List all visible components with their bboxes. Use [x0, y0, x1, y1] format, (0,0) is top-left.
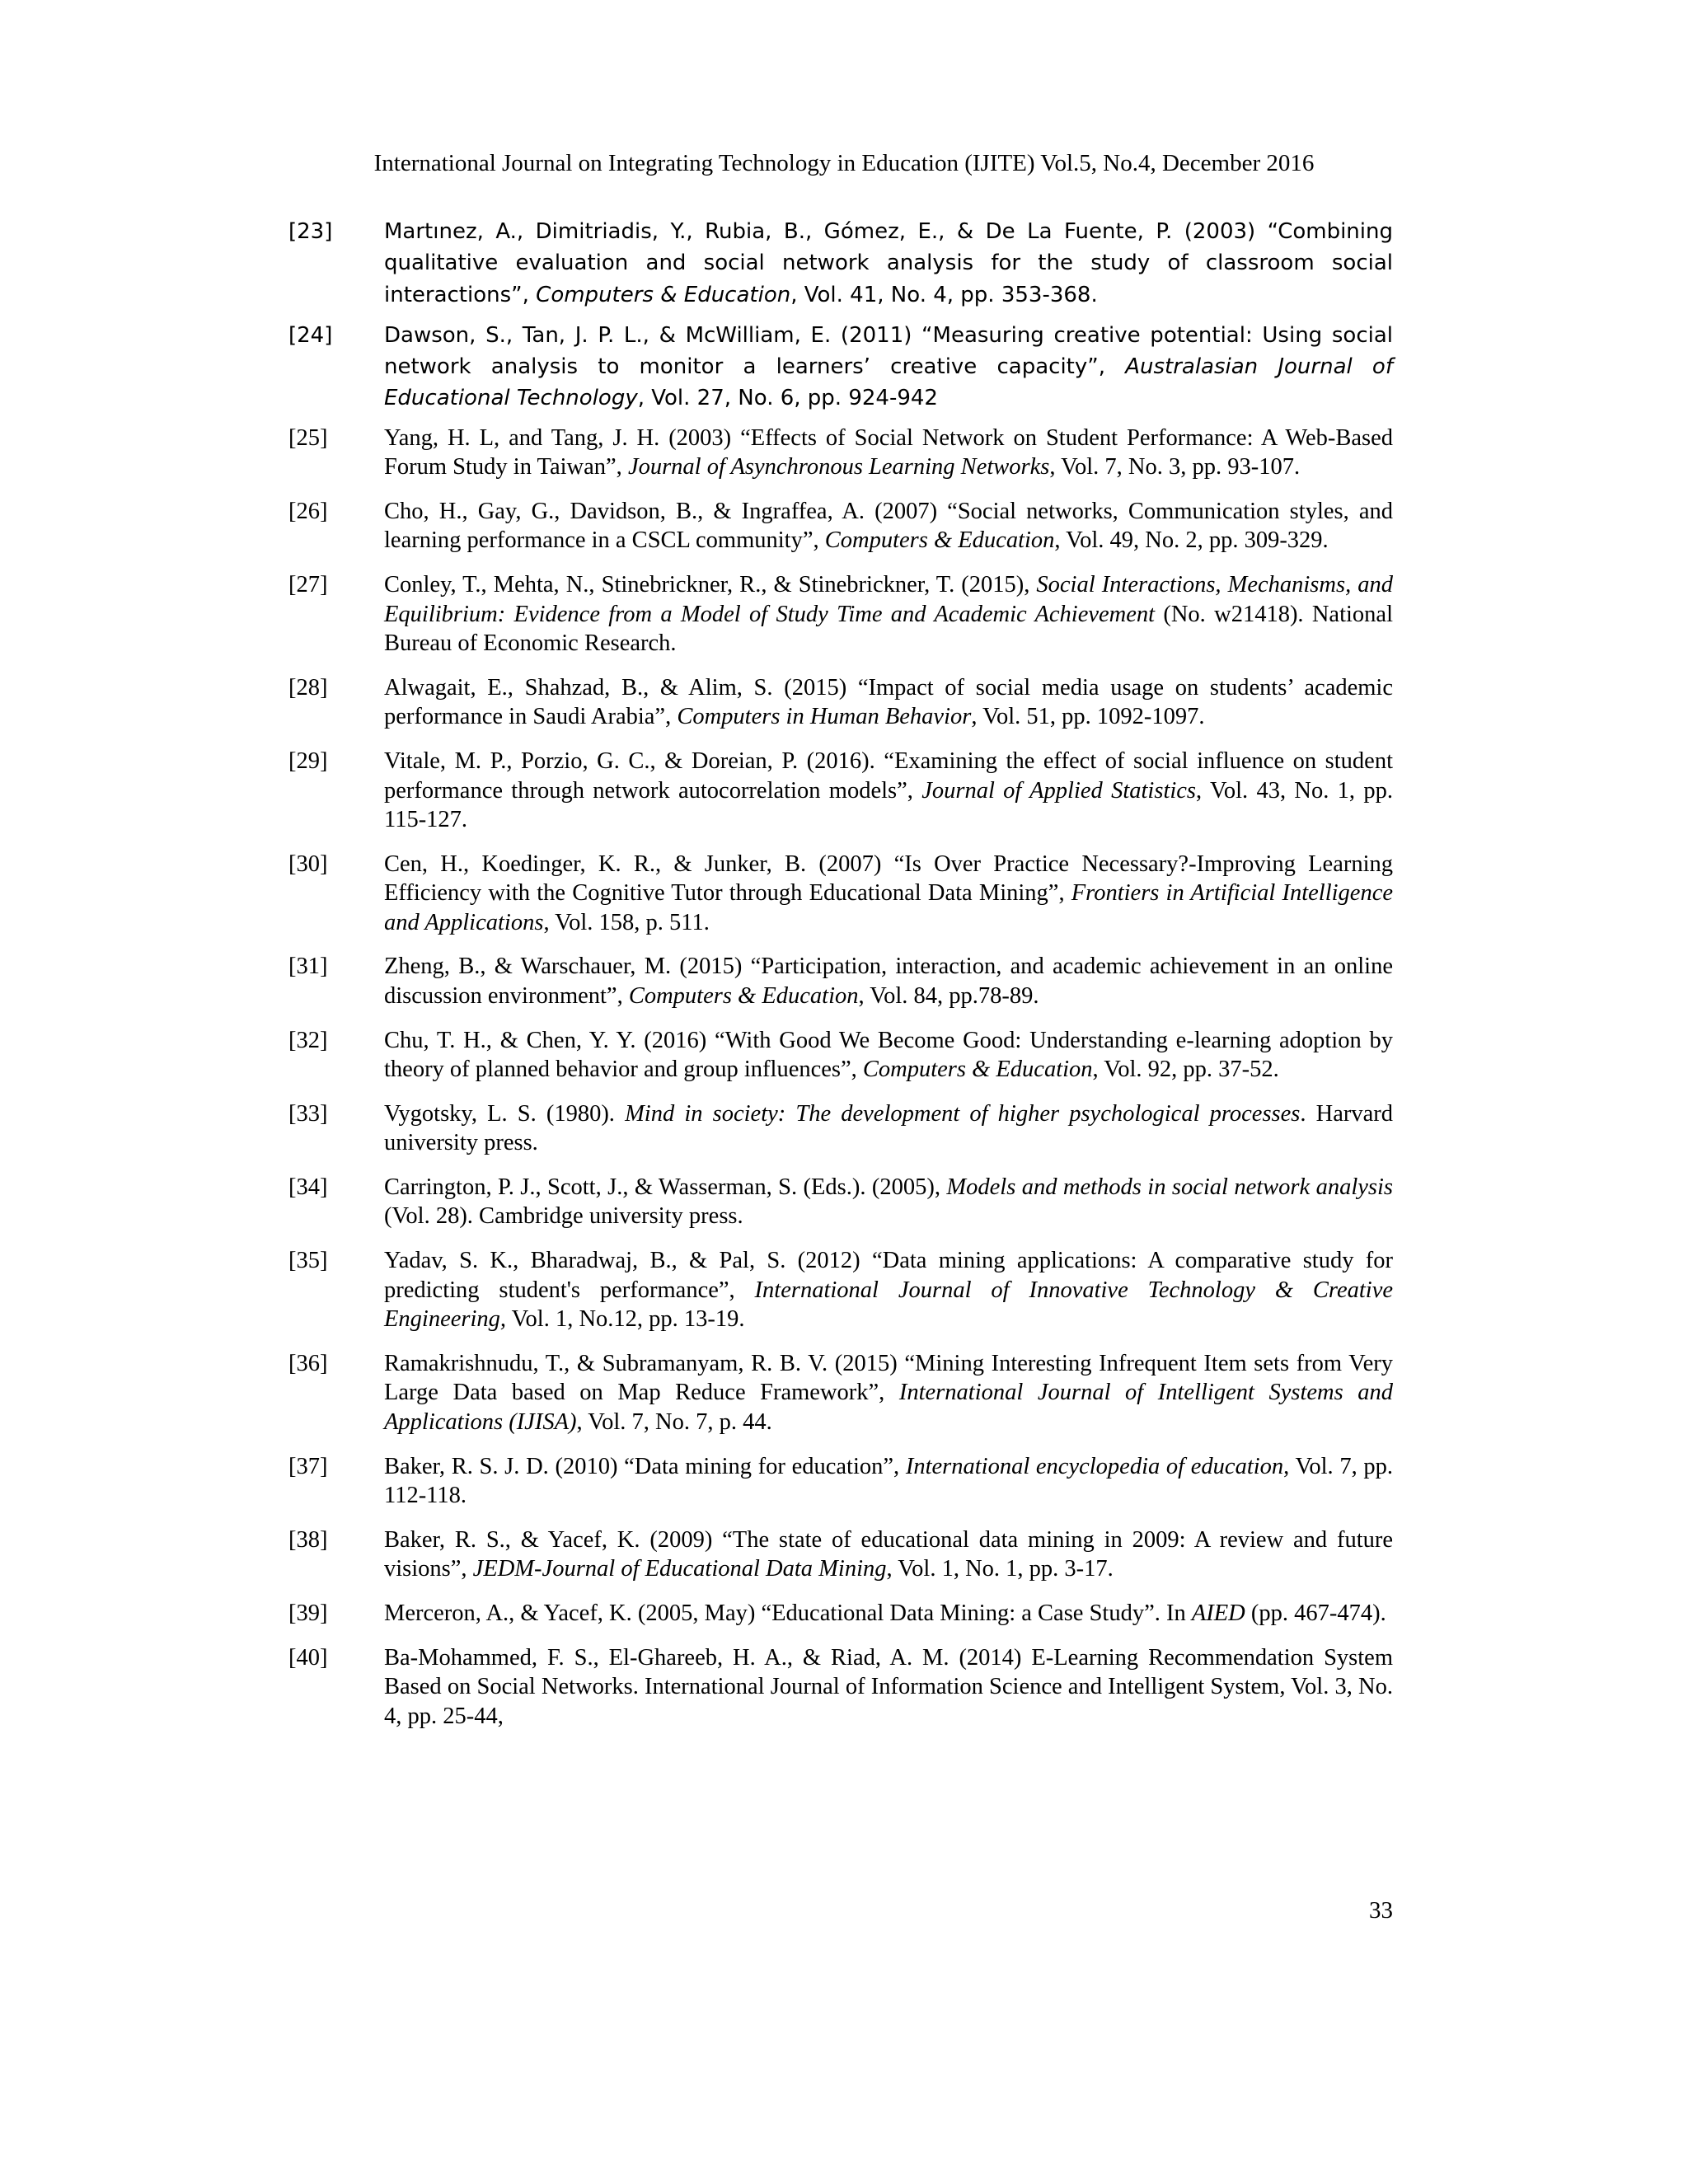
reference-text-segment: , Vol. 41, No. 4, pp. 353-368.: [790, 282, 1098, 307]
reference-source-title: JEDM-Journal of Educational Data Mining: [472, 1556, 887, 1582]
reference-entry: [288, 497, 1393, 555]
reference-text-segment: Alwagait, E., Shahzad, B., & Alim, S. (2015) “Impact of social media usage on students’ academic performance in Saudi Arabia”,: [384, 674, 1393, 730]
reference-text-segment: Dawson, S., Tan, J. P. L., & McWilliam, E. (2011) “Measuring creative potential: Using social network analysis to monitor a learners’ creative capacity”,: [384, 322, 1393, 380]
reference-text-segment: Yadav, S. K., Bharadwaj, B., & Pal, S. (2012) “Data mining applications: A comparative study for predicting student's performance”,: [384, 1248, 1393, 1303]
reference-number: [28]: [288, 674, 328, 701]
reference-text: [384, 1599, 1393, 1629]
reference-text: [384, 1099, 1393, 1158]
reference-number: [36]: [288, 1350, 328, 1376]
reference-number: [25]: [288, 424, 328, 451]
reference-entry: [288, 1349, 1393, 1437]
reference-text-segment: Baker, R. S. J. D. (2010) “Data mining for education”,: [384, 1453, 906, 1479]
reference-number: [31]: [288, 954, 328, 980]
reference-text-segment: Vol. 1, No.12, pp. 13-19.: [506, 1306, 745, 1333]
reference-text: [384, 320, 1393, 415]
reference-entry: [288, 1099, 1393, 1158]
reference-entry: [288, 1026, 1393, 1085]
reference-source-title: Models and methods in social network analysis: [946, 1174, 1394, 1200]
reference-text-segment: , Vol. 49, No. 2, pp. 309-329.: [1054, 527, 1329, 554]
reference-number: [27]: [288, 572, 328, 598]
reference-source-title: Frontiers in Artificial Intelligence and Applications: [384, 880, 1393, 935]
reference-text-segment: Chu, T. H., & Chen, Y. Y. (2016) “With Good We Become Good: Understanding e-learning adoption by theory of planned behavior and group influences”,: [384, 1027, 1393, 1083]
reference-entry: [288, 320, 1393, 415]
reference-text-segment: , Vol. 7, No. 3, pp. 93-107.: [1049, 454, 1301, 480]
reference-text: [384, 1643, 1393, 1732]
reference-text-segment: Yang, H. L, and Tang, J. H. (2003) “Effects of Social Network on Student Performance: A Web-Based Forum Study in Taiwan”,: [384, 424, 1393, 480]
reference-text-segment: , Vol. 7, pp. 112-118.: [384, 1453, 1394, 1509]
reference-source-title: Social Interactions, Mechanisms, and Equilibrium: Evidence from a Model of Study Time and Academic Achievement: [384, 572, 1394, 627]
reference-text-segment: , Vol. 7, No. 7, p. 44.: [576, 1408, 772, 1435]
reference-entry: [288, 1526, 1393, 1584]
reference-text-segment: Zheng, B., & Warschauer, M. (2015) “Participation, interaction, and academic achievement in an online discussion environment”,: [384, 954, 1393, 1009]
reference-number: [33]: [288, 1100, 328, 1127]
reference-text-segment: Ramakrishnudu, T., & Subramanyam, R. B. V. (2015) “Mining Interesting Infrequent Item sets from Very Large Data based on Map Reduce Framework”,: [384, 1350, 1393, 1406]
reference-text: [384, 497, 1393, 555]
reference-text-segment: Ba-Mohammed, F. S., El-Ghareeb, H. A., & Riad, A. M. (2014) E-Learning Recommendation System Based on Social Networks. International Journal of Information Science and Intelligent System, Vol. 3, No. 4, pp. 25-44,: [384, 1644, 1393, 1729]
reference-entry: [288, 216, 1393, 311]
page-number: 33: [1369, 1897, 1393, 1924]
reference-text-segment: . Harvard university press.: [384, 1100, 1393, 1156]
reference-source-title: Computers in Human Behavior: [677, 704, 972, 730]
reference-entry: [288, 673, 1393, 732]
reference-source-title: Computers & Education: [862, 1057, 1093, 1083]
reference-entry: [288, 1173, 1393, 1231]
reference-source-title: AIED: [1191, 1600, 1245, 1626]
reference-text-segment: , Vol. 158, p. 511.: [543, 909, 710, 935]
reference-text-segment: , Vol. 1, No. 1, pp. 3-17.: [886, 1556, 1114, 1582]
reference-number: [37]: [288, 1453, 328, 1479]
reference-source-title: Journal of Applied Statistics: [921, 777, 1197, 804]
reference-number: [39]: [288, 1600, 328, 1626]
reference-text: [384, 1246, 1393, 1334]
reference-entry: [288, 1452, 1393, 1511]
reference-text: [384, 216, 1393, 311]
reference-text-segment: Cho, H., Gay, G., Davidson, B., & Ingraffea, A. (2007) “Social networks, Communication styles, and learning performance in a CSCL community”,: [384, 498, 1393, 554]
reference-text: [384, 952, 1393, 1010]
reference-number: [40]: [288, 1644, 328, 1671]
reference-text-segment: Merceron, A., & Yacef, K. (2005, May) “Educational Data Mining: a Case Study”. In: [384, 1600, 1192, 1626]
reference-source-title: Mind in society: The development of higher psychological processes: [625, 1100, 1301, 1127]
reference-source-title: Computers & Education: [824, 527, 1055, 554]
reference-text-segment: , Vol. 27, No. 6, pp. 924-942: [637, 386, 938, 411]
reference-text-segment: , Vol. 92, pp. 37-52.: [1092, 1057, 1279, 1083]
reference-text: [384, 1173, 1393, 1231]
reference-text-segment: Vitale, M. P., Porzio, G. C., & Doreian, P. (2016). “Examining the effect of social influence on student performance through network autocorrelation models”,: [384, 748, 1393, 804]
reference-number: [29]: [288, 748, 328, 775]
reference-text: [384, 850, 1393, 938]
running-header: International Journal on Integrating Technology in Education (IJITE) Vol.5, No.4, December 2016: [373, 150, 1315, 176]
reference-entry: [288, 1246, 1393, 1334]
reference-text-segment: (Vol. 28). Cambridge university press.: [384, 1203, 743, 1230]
reference-source-title: Journal of Asynchronous Learning Networks: [627, 454, 1050, 480]
reference-text: [384, 1349, 1393, 1437]
reference-text-segment: Martınez, A., Dimitriadis, Y., Rubia, B., Gómez, E., & De La Fuente, P. (2003) “Combining qualitative evaluation and social network analysis for the study of classroom social interactions”,: [384, 219, 1393, 307]
reference-text: [384, 673, 1393, 732]
reference-source-title: International Journal of Intelligent Systems and Applications (IJISA): [384, 1380, 1393, 1435]
reference-text-segment: (No. w21418). National Bureau of Economic Research.: [384, 601, 1393, 657]
reference-text-segment: Conley, T., Mehta, N., Stinebrickner, R., & Stinebrickner, T. (2015),: [384, 572, 1037, 598]
reference-text-segment: , Vol. 43, No. 1, pp. 115-127.: [384, 777, 1393, 833]
reference-number: [26]: [288, 498, 328, 524]
reference-text: [384, 1526, 1393, 1584]
reference-source-title: Australasian Journal of Educational Technology: [384, 354, 1393, 411]
reference-entry: [288, 1599, 1393, 1629]
reference-text-segment: (pp. 467-474).: [1245, 1600, 1386, 1626]
reference-entry: [288, 747, 1393, 835]
reference-text-segment: , Vol. 84, pp.78-89.: [858, 982, 1039, 1009]
reference-text-segment: Baker, R. S., & Yacef, K. (2009) “The state of educational data mining in 2009: A review and future visions”,: [384, 1526, 1393, 1582]
reference-number: [23]: [288, 219, 333, 244]
reference-source-title: International Journal of Innovative Technology & Creative Engineering,: [384, 1277, 1393, 1333]
reference-number: [35]: [288, 1248, 328, 1274]
reference-text-segment: Vygotsky, L. S. (1980).: [384, 1100, 626, 1127]
reference-source-title: Computers & Education: [628, 982, 859, 1009]
reference-text: [384, 570, 1393, 658]
reference-number: [24]: [288, 322, 333, 348]
reference-entry: [288, 952, 1393, 1010]
reference-source-title: International encyclopedia of education: [905, 1453, 1284, 1479]
reference-text-segment: , Vol. 51, pp. 1092-1097.: [971, 704, 1205, 730]
reference-number: [32]: [288, 1027, 328, 1053]
reference-source-title: Computers & Education: [536, 282, 791, 307]
reference-text: [384, 747, 1393, 835]
reference-entry: [288, 1643, 1393, 1732]
reference-number: [34]: [288, 1174, 328, 1200]
reference-list: [288, 216, 1393, 1746]
reference-text-segment: Carrington, P. J., Scott, J., & Wasserman, S. (Eds.). (2005),: [384, 1174, 947, 1200]
reference-number: [30]: [288, 851, 328, 877]
reference-number: [38]: [288, 1526, 328, 1553]
reference-text-segment: Cen, H., Koedinger, K. R., & Junker, B. (2007) “Is Over Practice Necessary?-Improving Learning Efficiency with the Cognitive Tutor through Educational Data Mining”,: [384, 851, 1393, 907]
reference-entry: [288, 850, 1393, 938]
reference-text: [384, 1026, 1393, 1085]
reference-entry: [288, 570, 1393, 658]
reference-text: [384, 424, 1393, 482]
reference-entry: [288, 424, 1393, 482]
reference-text: [384, 1452, 1393, 1511]
